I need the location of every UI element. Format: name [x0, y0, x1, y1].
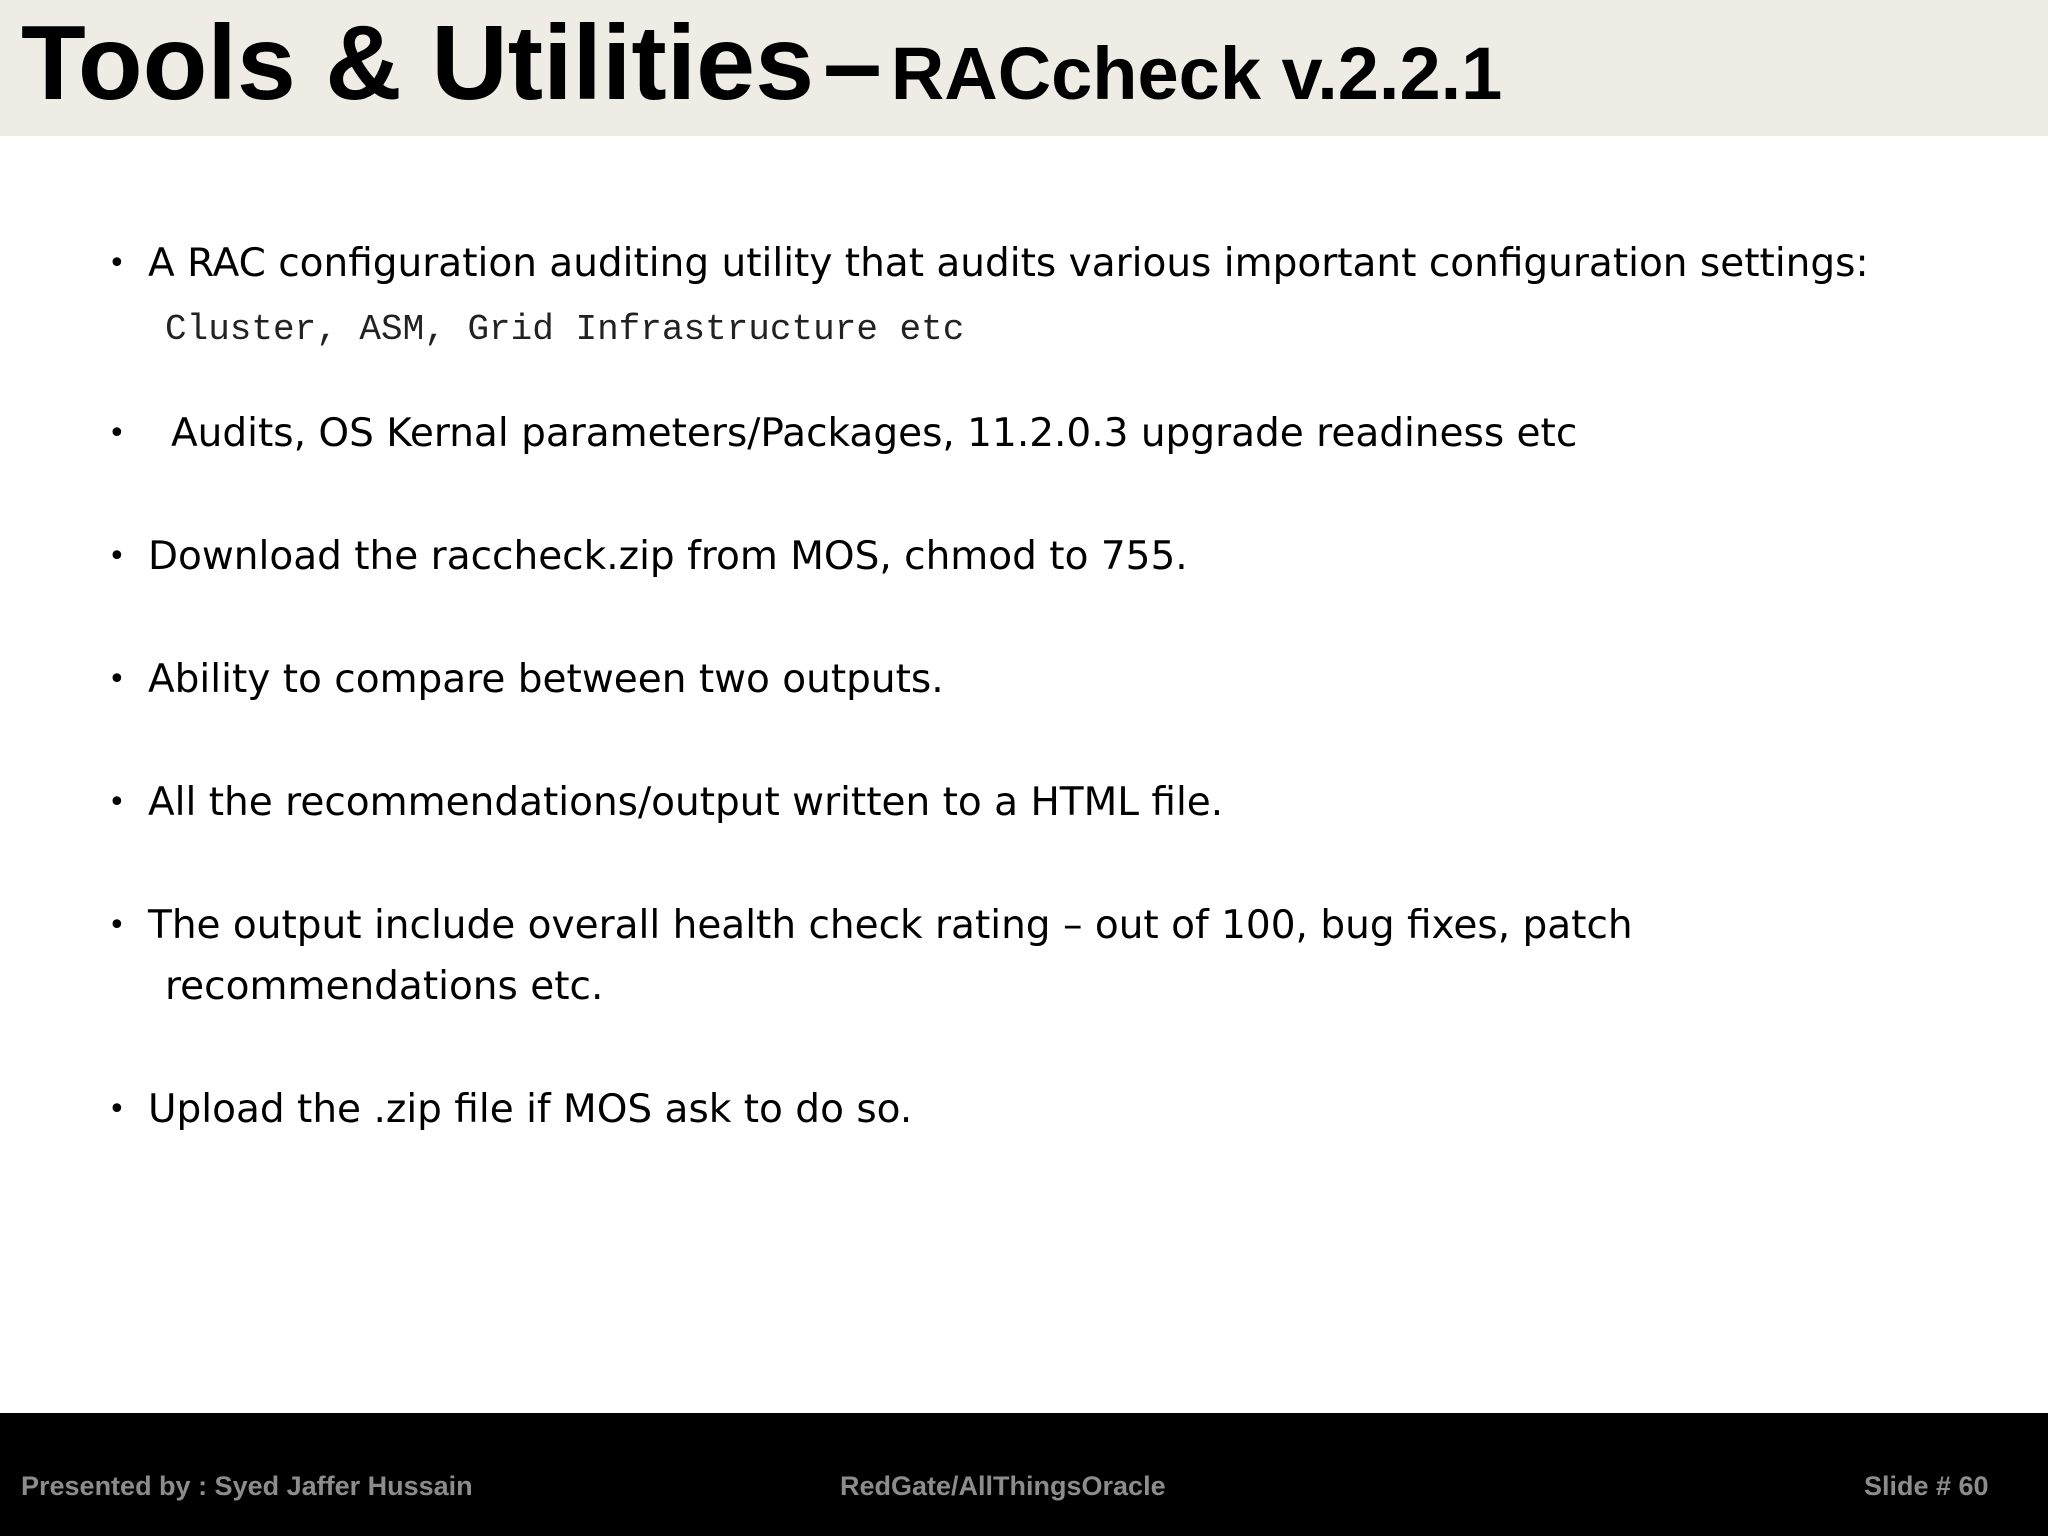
- bullet-icon: •: [108, 1092, 126, 1127]
- bullet-icon: •: [108, 908, 126, 943]
- bullet-text: Upload the .zip file if MOS ask to do so.: [148, 1087, 913, 1132]
- footer-slide-number: Slide # 60: [1864, 1471, 1989, 1501]
- bullet-text: Download the raccheck.zip from MOS, chmod to 755.: [148, 534, 1188, 579]
- bullet-text: Audits, OS Kernal parameters/Packages, 11.2.0.3 upgrade readiness etc: [171, 411, 1578, 456]
- slide-title-sub: RACcheck v.2.2.1: [890, 32, 1503, 115]
- bullet-icon: •: [108, 785, 126, 820]
- bullet-text: The output include overall health check rating – out of 100, bug fixes, patch: [148, 903, 1633, 948]
- slide-title: [21, 4, 1503, 122]
- bullet-icon: •: [108, 246, 126, 281]
- bullet-icon: •: [108, 416, 126, 451]
- code-example: Cluster, ASM, Grid Infrastructure etc: [165, 309, 965, 350]
- footer-presenter: Presented by : Syed Jaffer Hussain: [21, 1471, 473, 1501]
- bullet-icon: •: [108, 539, 126, 574]
- slide-title-main: Tools & Utilities: [21, 4, 815, 122]
- bullet-text-continued: recommendations etc.: [165, 964, 604, 1009]
- bullet-item: [108, 895, 2008, 1017]
- footer-event: RedGate/AllThingsOracle: [840, 1471, 1166, 1501]
- bullet-text: All the recommendations/output written to a HTML file.: [148, 780, 1224, 825]
- slide-title-dash: –: [822, 4, 882, 122]
- bullet-text: Ability to compare between two outputs.: [148, 657, 944, 702]
- bullet-text: A RAC configuration auditing utility that audits various important configuration settings:: [148, 241, 1869, 286]
- bullet-icon: •: [108, 662, 126, 697]
